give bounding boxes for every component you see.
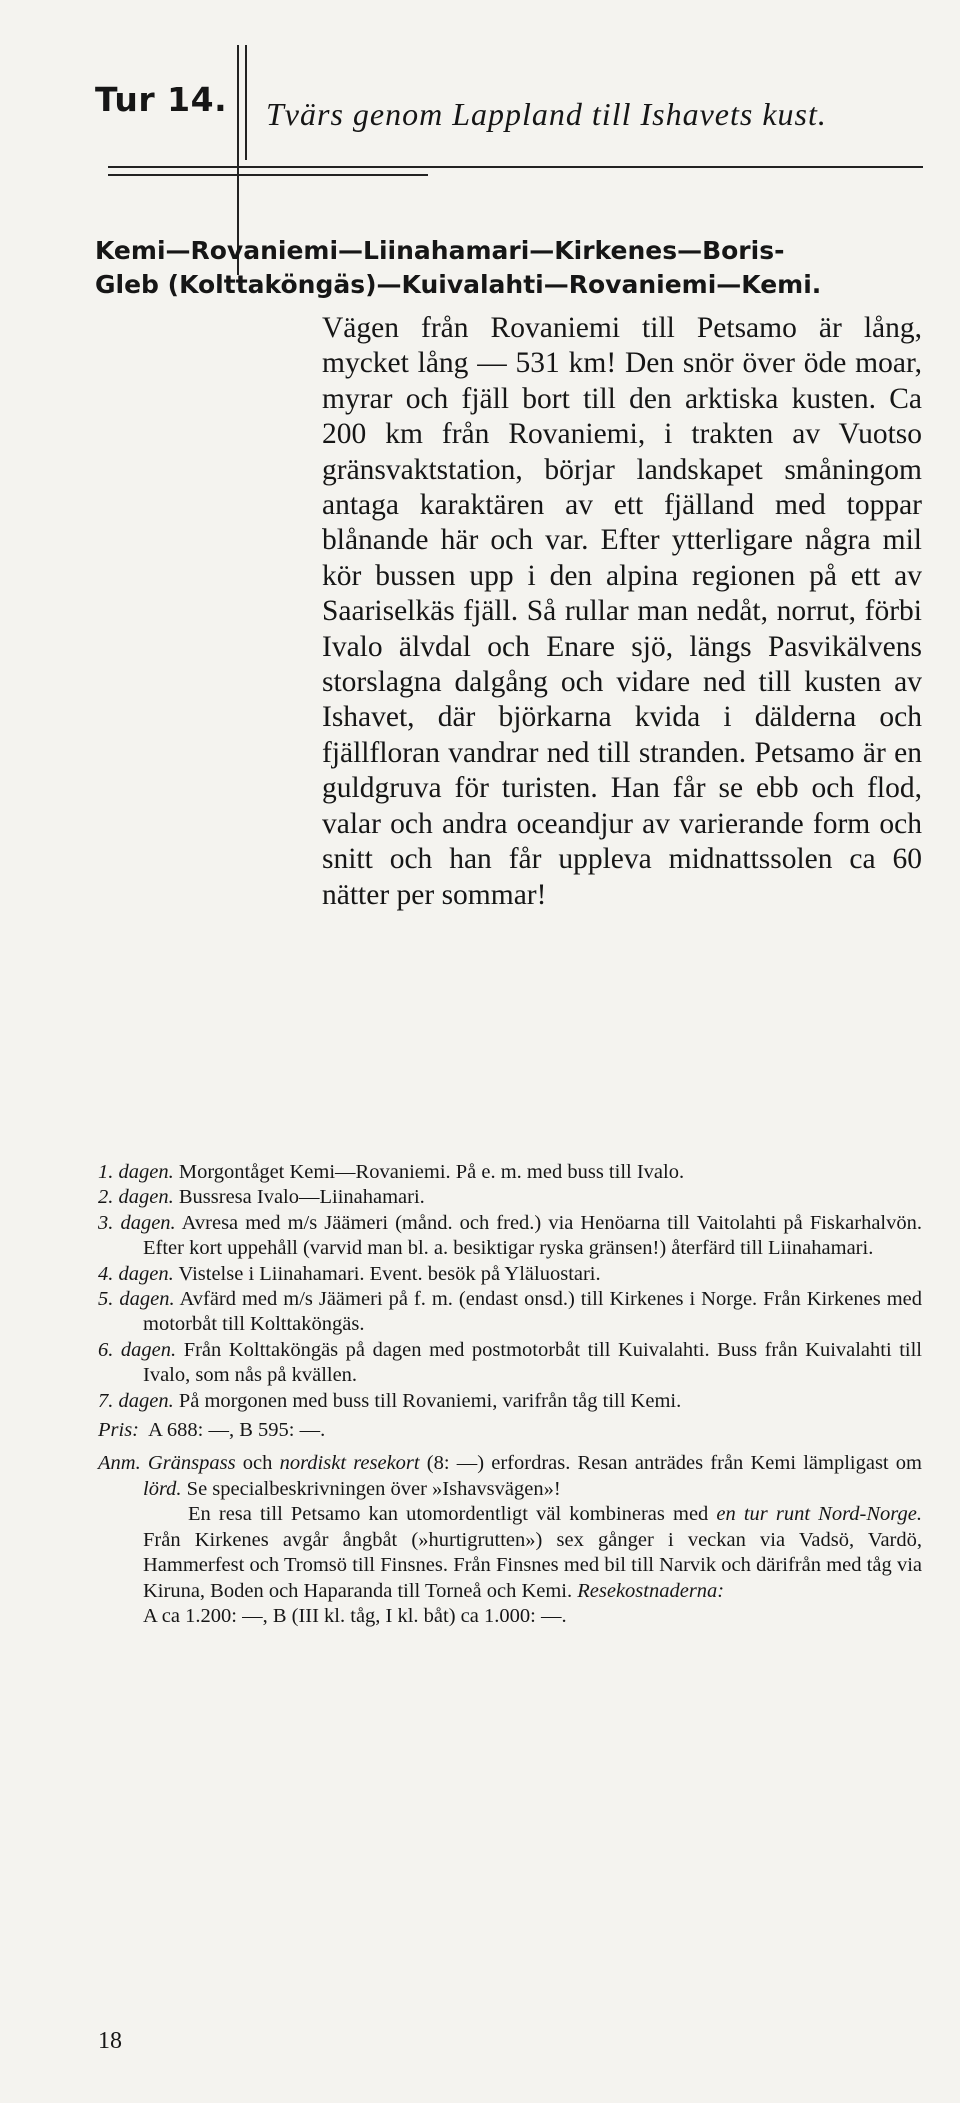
price-line <box>98 1418 922 1443</box>
note-paragraph <box>98 1451 922 1502</box>
note-text: lörd. <box>143 1477 182 1500</box>
day-number: 1. <box>98 1161 114 1183</box>
day-number: 3. <box>98 1211 114 1234</box>
day-2 <box>98 1185 922 1210</box>
note-text: nordiskt resekort <box>279 1452 420 1475</box>
price-value: A 688: —, B 595: —. <box>148 1419 326 1442</box>
day-1 <box>98 1160 922 1185</box>
note-text: (8: —) erfordras. Resan anträdes från Kemi lämpligast om <box>419 1452 922 1475</box>
header-divider <box>108 166 923 168</box>
intro-paragraph: Vägen från Rovaniemi till Petsamo är lång, mycket lång — 531 km! Den snör över öde moar, myrar och fjäll bort till den arktiska kusten. Ca 200 km från Rovaniemi, i trakten av Vuotso gränsvaktstation, börjar landskapet småningom antaga karaktären av ett fjälland med toppar blånande här och var. Efter ytterligare några mil kör bussen upp i den alpina regionen på ett av Saariselkäs fjäll. Så rullar man nedåt, norrut, förbi Ivalo älvdal och Enare sjö, längs Pasvikälvens storslagna dalgång och vidare ned till kusten av Ishavet, där björkarna kvida i dälderna och fjällfloran vandrar ned till stranden. Petsamo är en guldgruva för turisten. Han får se ebb och flod, valar och andra oceandjur av varierande form och snitt och han får uppleva midnattssolen ca 60 nätter per sommar! <box>322 312 922 911</box>
day-7 <box>98 1389 922 1414</box>
day-word: dagen. <box>118 1262 174 1285</box>
day-number: 7. <box>98 1389 114 1412</box>
page-title: Tvärs genom Lappland till Ishavets kust. <box>266 96 827 132</box>
day-6 <box>98 1338 922 1389</box>
day-word: dagen. <box>120 1338 177 1361</box>
note-text: Se specialbeskrivningen över »Ishavsvägen»! <box>181 1477 561 1500</box>
extra-text: en tur runt Nord-Norge. <box>716 1503 922 1526</box>
day-4 <box>98 1262 922 1287</box>
day-text: Vistelse i Liinahamari. Event. besök på Yläluostari. <box>178 1262 601 1285</box>
note-text: Gränspass <box>147 1452 236 1475</box>
day-text: Bussresa Ivalo—Liinahamari. <box>178 1186 425 1209</box>
route-line-1: Kemi—Rovaniemi—Liinahamari—Kirkenes—Boris- <box>95 236 785 265</box>
day-text: Från Kolttaköngäs på dagen med postmotorbåt till Kuivalahti. Buss från Kuivalahti till Ivalo, som nås på kvällen. <box>143 1338 923 1387</box>
price-label: Pris: <box>98 1419 139 1442</box>
day-number: 4. <box>98 1262 114 1285</box>
day-number: 5. <box>98 1288 114 1311</box>
day-word: dagen. <box>120 1211 176 1234</box>
day-number: 6. <box>98 1338 114 1361</box>
extra-text: Resekostnaderna: <box>577 1579 725 1602</box>
route-heading <box>95 234 935 302</box>
extra-text: Från Kirkenes avgår ångbåt (»hurtigrutten») sex gånger i veckan via Vadsö, Vardö, Hammerfest och Tromsö till Finsnes. Från Finsnes med bil till Narvik och därifrån med tåg via Kiruna, Boden och Haparanda till Torneå och Kemi. <box>143 1528 922 1602</box>
note-text: och <box>235 1452 280 1475</box>
day-word: dagen. <box>119 1288 175 1311</box>
cost-line: A ca 1.200: —, B (III kl. tåg, I kl. båt) ca 1.000: —. <box>143 1604 567 1627</box>
day-word: dagen. <box>118 1389 174 1412</box>
day-text: På morgonen med buss till Rovaniemi, varifrån tåg till Kemi. <box>178 1389 682 1412</box>
day-text: Morgontåget Kemi—Rovaniemi. På e. m. med buss till Ivalo. <box>178 1161 685 1183</box>
itinerary <box>98 1160 922 1629</box>
day-text: Avresa med m/s Jäämeri (månd. och fred.) via Henöarna till Vaitolahti på Fiskarhalvön. Efter kort uppehåll (varvid man bl. a. besiktigar ryska gränsen!) återfärd till Liinahamari. <box>143 1211 923 1260</box>
extra-paragraph <box>98 1502 922 1604</box>
day-word: dagen. <box>118 1161 174 1183</box>
day-word: dagen. <box>118 1186 174 1209</box>
page-number: 18 <box>98 2028 122 2054</box>
extra-text: En resa till Petsamo kan utomordentligt väl kombineras med <box>188 1503 717 1526</box>
day-text: Avfärd med m/s Jäämeri på f. m. (endast onsd.) till Kirkenes i Norge. Från Kirkenes med motorbåt till Kolttaköngäs. <box>143 1288 922 1336</box>
day-3 <box>98 1211 922 1262</box>
tour-number: Tur 14. <box>95 80 228 119</box>
day-5 <box>98 1287 922 1338</box>
day-number: 2. <box>98 1186 114 1209</box>
route-line-2: Gleb (Kolttaköngäs)—Kuivalahti—Rovaniemi—Kemi. <box>95 270 822 299</box>
header-vertical-rule-short <box>245 45 247 160</box>
note-label: Anm. <box>98 1452 141 1475</box>
header-divider-short <box>108 174 428 176</box>
